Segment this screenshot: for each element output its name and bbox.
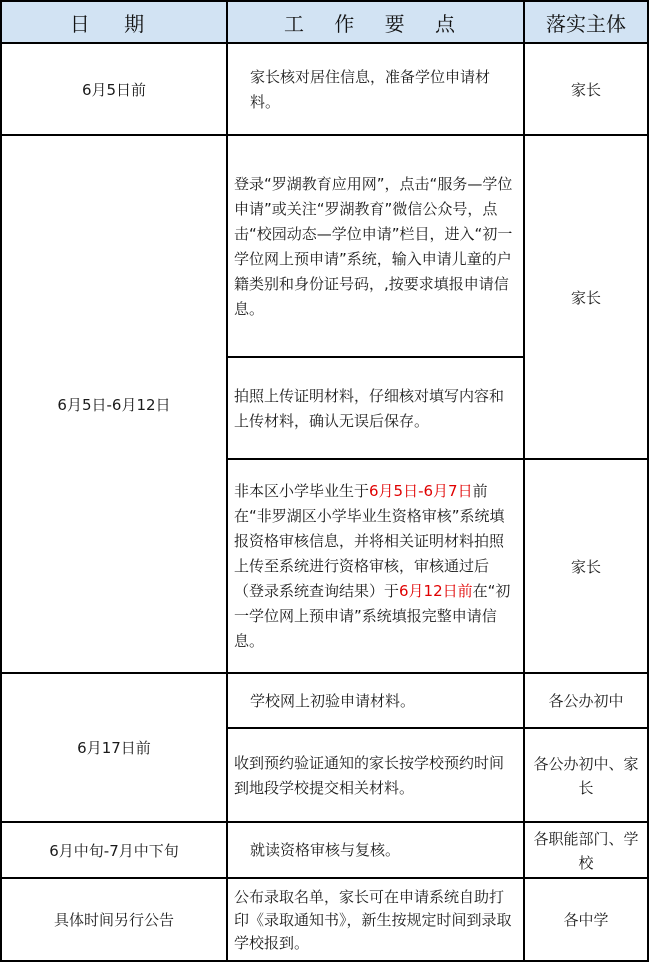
row5-task-text: 公布录取名单，家长可在申请系统自助打印《录取通知书》，新生按规定时间到录取学校报到。 (234, 887, 512, 952)
row3-task-b-text: 收到预约验证通知的家长按学校预约时间到地段学校提交相关材料。 (234, 753, 505, 797)
row-divider-2 (0, 672, 649, 674)
col-divider-2 (523, 0, 525, 962)
row1-owner: 家长 (570, 80, 601, 99)
row4-date: 6月中旬-7月中下旬 (49, 841, 179, 860)
row1-task-text: 家长核对居住信息，准备学位申请材料。 (250, 67, 491, 111)
row2-owner-ab: 家长 (570, 288, 601, 307)
row2-owner-c: 家长 (570, 557, 601, 576)
subrow-divider-3a (226, 727, 649, 729)
row-divider-3 (0, 821, 649, 823)
row3-owner-b: 各公办初中、家长 (533, 754, 639, 797)
task-c-part1: 非本区小学毕业生于 (234, 482, 370, 500)
row2-task-c (228, 460, 524, 673)
subrow-divider-2b (226, 458, 649, 460)
border-left (0, 0, 2, 962)
row5-task (228, 879, 524, 961)
row3-task-b (228, 729, 524, 822)
row5-owner: 各中学 (563, 911, 609, 929)
row2-task-a (228, 136, 524, 357)
row3-task-a-text: 学校网上初验申请材料。 (250, 691, 416, 710)
border-top (0, 0, 649, 2)
header-tasks: 工 作 要 点 (227, 1, 524, 43)
row3-owner-a: 各公办初中 (548, 692, 624, 710)
header-owner: 落实主体 (524, 1, 648, 43)
row3-task-a (228, 674, 524, 728)
row4-task-text: 就读资格审核与复核。 (250, 841, 401, 859)
row2-task-b-text: 拍照上传证明材料，仔细核对填写内容和上传材料，确认无误后保存。 (234, 386, 505, 430)
row-divider-header (0, 42, 649, 44)
row1-date: 6月5日前 (81, 80, 147, 99)
row3-date: 6月17日前 (77, 739, 151, 757)
row2-date: 6月5日-6月12日 (57, 395, 171, 414)
subrow-divider-2a (226, 356, 525, 358)
col-divider-1 (226, 0, 228, 962)
row-divider-4 (0, 877, 649, 879)
row2-task-a-text: 登录“罗湖教育应用网”，点击“服务—学位申请”或关注“罗湖教育”微信公众号，点击“校园动态—学位申请”栏目，进入“初一学位网上预申请”系统，输入申请儿童的户籍类别和身份证号码，,按要求填报申请信息。 (234, 174, 513, 318)
task-c-part2: 前在“非罗湖区小学毕业生资格审核”系统填报资格审核信息，并将相关证明材料拍照上传至系统进行资格审核，审核通过后（登录系统查询结果）于 (234, 482, 505, 600)
row4-owner: 各职能部门、学校 (533, 829, 639, 872)
task-c-deadline-2: 6月12日前 (399, 582, 473, 600)
task-c-part3: 在“初一学位网上预申请”系统填报完整申请信息。 (234, 582, 511, 650)
task-c-deadline-1: 6月5日-6月7日 (369, 482, 473, 500)
row4-task (228, 823, 524, 878)
row-divider-1 (0, 134, 649, 136)
row5-date: 具体时间另行公告 (53, 911, 174, 929)
row2-task-b (228, 358, 524, 459)
header-date: 日 期 (1, 1, 227, 43)
row1-task (228, 44, 524, 135)
row2-task-c-text (234, 479, 518, 654)
